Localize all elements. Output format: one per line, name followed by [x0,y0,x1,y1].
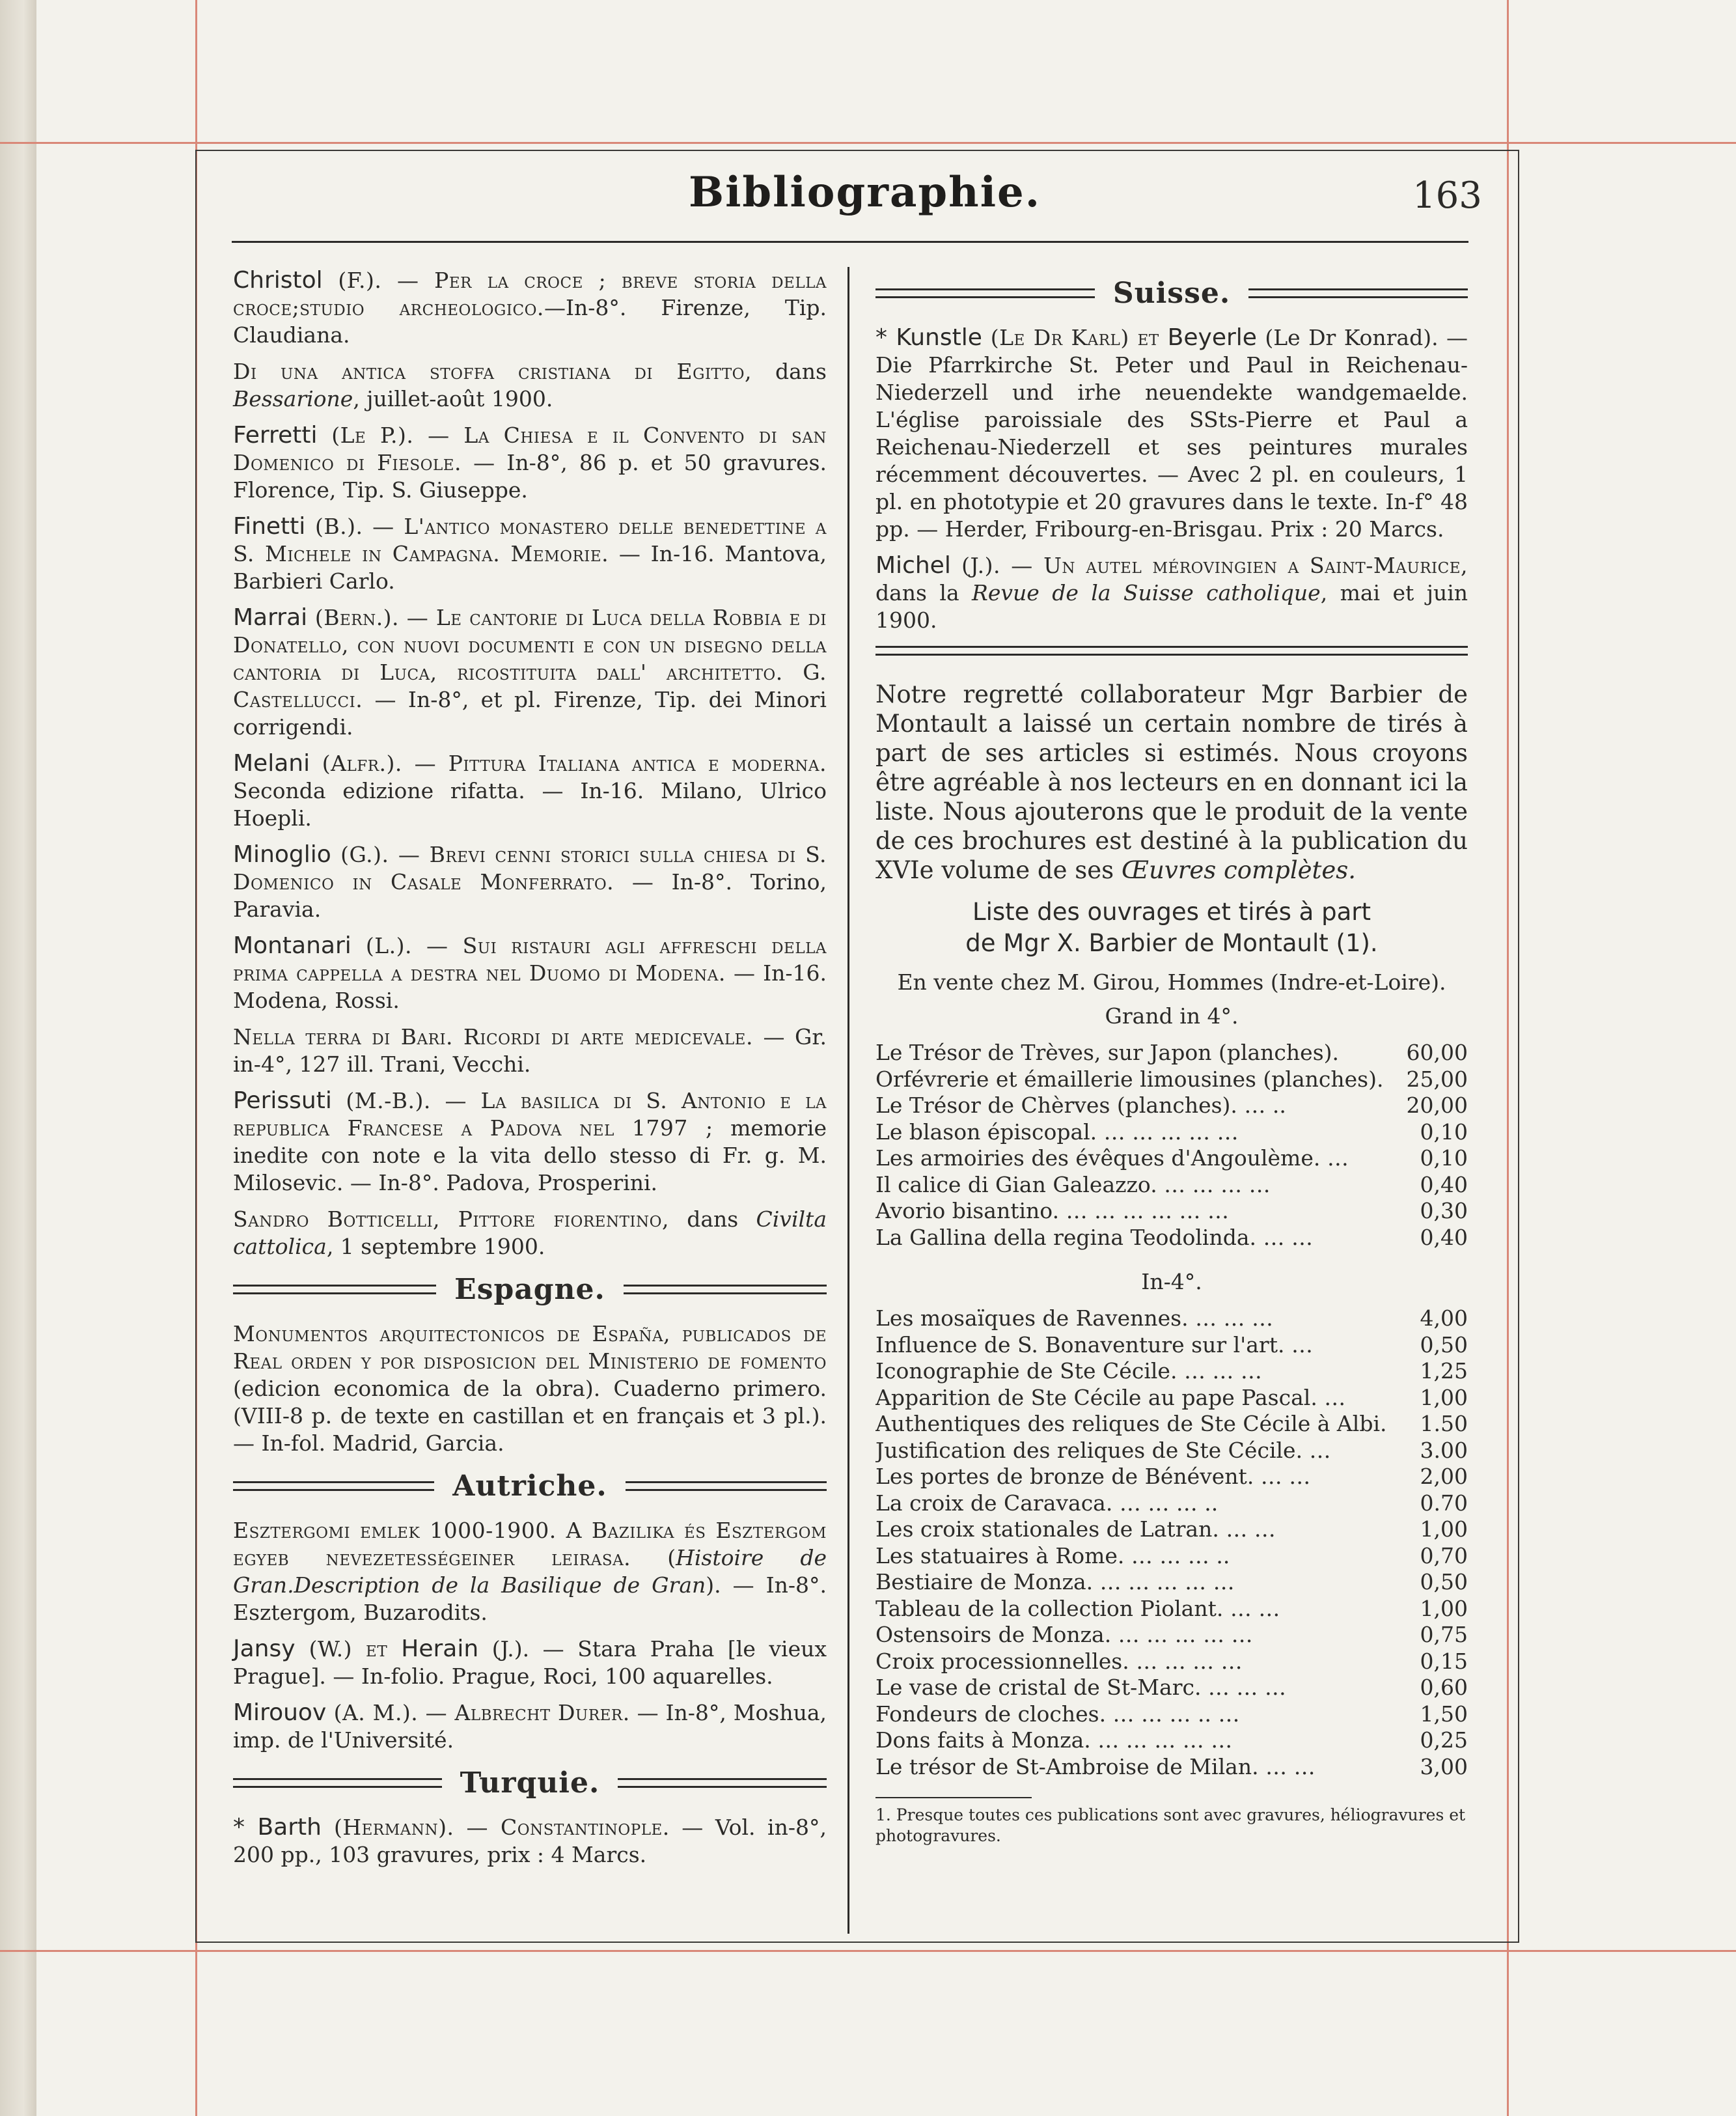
bibliography-entry [233,841,827,923]
publication-price: 60,00 [1406,1040,1468,1065]
entry-title: Di una antica stoffa cristiana di Egitto, [233,359,752,384]
left-column [233,267,827,1878]
entry-title: Esztergomi emlek 1000-1900. A Bazilika és Esztergom egyeb nevezetességeiner leirasa. [233,1518,827,1570]
publication-title: Fondeurs de cloches. … … … .. … [875,1701,1240,1727]
intro-paragraph: Notre regretté collaborateur Mgr Barbier de Montault a laissé un certain nombre de tirés à part de ses articles si estimés. Nous croyons être agréable à nos lecteurs en en donnant ici la liste. Nous ajouterons que le produit de la vente de ces brochures est destiné à la publication du XVIe volume de ses Œuvres complètes. [875,680,1468,884]
entry-details: — Gr. in-4°, 127 ill. Trani, Vecchi. [233,1024,827,1077]
entry-details: dans [668,1206,756,1232]
entry-title: (A. M.). — Albrecht Durer. [326,1700,630,1725]
bibliography-entry [233,422,827,504]
section-heading-suisse: Suisse. [875,273,1468,313]
entry-details: , 1 septembre 1900. [326,1234,545,1259]
publication-title: Ostensoirs de Monza. … … … … … [875,1622,1253,1647]
price-row [875,1490,1468,1517]
entry-title: (Le P.). — La Chiesa e il Convento di san Domenico di Fiesole. [233,423,827,475]
entry-author: Jansy [233,1636,296,1662]
entry-journal: Civilta cattolica [233,1206,827,1259]
right-column [875,267,1468,1846]
sale-line: En vente chez M. Girou, Hommes (Indre-et-Loire). [897,969,1446,995]
price-row [875,1119,1468,1146]
publication-price: 0,10 [1420,1119,1468,1145]
entry-details: memorie inedite con note e la vita dello stesso di Fr. g. M. Milosevic. — In-8°. Padova, Prosperini. [233,1115,827,1195]
price-row [875,1622,1468,1649]
publication-price: 0,40 [1420,1171,1468,1197]
entry-details: (edicion economica de la obra). Cuaderno primero. (VIII-8 p. de texte en castillan et en français et 3 pl.). — In-fol. Madrid, Garcia. [233,1376,827,1456]
price-row [875,1464,1468,1490]
entry-details: dans [752,359,827,384]
page-number: 163 [1412,174,1482,217]
bibliography-entry [233,1320,827,1457]
publication-price: 0,70 [1420,1542,1468,1568]
publication-title: La Gallina della regina Teodolinda. … … [875,1224,1313,1250]
bibliography-entry [233,1087,827,1197]
publication-price: 0,75 [1420,1622,1468,1647]
price-row [875,1198,1468,1225]
entry-title: (M.-B.). — La basilica di S. Antonio e la republica Francese a Padova nel 1797 ; [233,1088,827,1141]
price-row [875,1358,1468,1385]
price-row [875,1516,1468,1543]
entry-title: (Alfr.). — Pittura Italiana antica e moderna. [310,751,827,776]
publication-price: 1,00 [1420,1516,1468,1542]
entry-title: (Bern.). — Le cantorie di Luca della Robbia e di Donatello, con nuovi documenti e con un disegno della cantoria di Luca, ricostituita dall' architetto. G. Castellucci. [233,605,827,712]
price-row [875,1145,1468,1172]
publication-price: 0,25 [1420,1727,1468,1753]
price-row [875,1411,1468,1438]
entry-title: (Le Dr Karl) et [982,325,1168,350]
group-title-in-4: In-4°. [1141,1269,1202,1294]
publication-title: Les armoiries des évêques d'Angoulème. … [875,1145,1349,1171]
publication-title: La croix de Caravaca. … … … .. [875,1490,1219,1516]
price-row [875,1543,1468,1570]
bibliography-entry [233,513,827,595]
column-divider [847,267,849,1934]
entry-journal: Bessarione [233,386,353,411]
entry-author: Mirouov [233,1699,327,1726]
entry-details: — In-16. Mantova, Barbieri Carlo. [233,541,827,594]
entry-title: (L.). — Sui ristauri agli affreschi della prima cappella a destra nel Duomo di Modena. [233,933,827,986]
entry-author: * Kunstle [875,324,982,351]
publication-price: 4,00 [1420,1305,1468,1331]
entry-details: (Le Dr Konrad). — Die Pfarrkirche St. Peter und Paul in Reichenau-Niederzell und irhe neuendekte wandgemaelde. L'église paroissiale des SSts-Pierre et Paul a Reichenau-Niederzell et ses peintures murales récemment découvertes. — Avec 2 pl. en couleurs, 1 pl. en phototypie et 20 gravures dans le texte. In-f° 48 pp. — Herder, Fribourg-en-Brisgau. Prix : 20 Marcs. [875,325,1468,542]
section-heading-turquie: Turquie. [233,1763,827,1802]
price-row [875,1066,1468,1093]
publication-title: Dons faits à Monza. … … … … … [875,1727,1233,1753]
price-list-grand-in-4 [875,1040,1468,1251]
publication-price: 1.50 [1420,1411,1468,1436]
section-separator [875,646,1468,656]
autriche-entries [233,1517,827,1754]
running-head-title: Bibliographie. [689,168,1041,217]
entry-title: Sandro Botticelli, Pittore fiorentino, [233,1206,669,1232]
price-row [875,1701,1468,1728]
bibliography-entry [233,1699,827,1754]
book-spine-shadow [0,0,39,2116]
price-row [875,1172,1468,1199]
bibliography-entry [875,324,1468,543]
price-row [875,1727,1468,1754]
publication-title: Le blason épiscopal. … … … … … [875,1119,1239,1145]
publication-title: Tableau de la collection Piolant. … … [875,1595,1280,1621]
publication-price: 3,00 [1420,1753,1468,1779]
publication-price: 25,00 [1406,1066,1468,1092]
entry-author: Melani [233,750,310,777]
entry-title: (W.) et [295,1636,402,1662]
price-row [875,1093,1468,1119]
list-title: Liste des ouvrages et tirés à part de Mgr X. Barbier de Montault (1). [965,898,1378,957]
entry-details: — In-8°, 86 p. et 50 gravures. Florence, Tip. S. Giuseppe. [233,450,827,503]
publication-title: Les portes de bronze de Bénévent. … … [875,1464,1311,1489]
entry-details: — In-8°, Moshua, imp. de l'Université. [233,1700,827,1753]
publication-price: 1,50 [1420,1701,1468,1727]
entry-details: ( [631,1545,676,1570]
entry-details: (J.). — Stara Praha [le vieux Prague]. — In-folio. Prague, Roci, 100 aquarelles. [233,1636,827,1689]
price-row [875,1438,1468,1464]
publication-price: 1,25 [1420,1358,1468,1384]
publication-price: 0,15 [1420,1648,1468,1674]
entry-title: (F.). — Per la croce ; breve storia della croce;studio archeologico. [233,268,827,320]
section-heading-espagne: Espagne. [233,1270,827,1309]
group-title-grand-in-4: Grand in 4°. [1105,1003,1239,1029]
entry-author: Finetti [233,513,306,540]
publication-price: 0,10 [1420,1145,1468,1171]
italy-entries [233,267,827,1260]
entry-author: Michel [875,552,951,579]
publication-title: Justification des reliques de Ste Cécile. … [875,1437,1331,1463]
entry-details: dans la [875,580,972,606]
price-row [875,1305,1468,1332]
publication-title: Le trésor de St-Ambroise de Milan. … … [875,1753,1316,1779]
entry-title: Nella terra di Bari. Ricordi di arte medicevale. [233,1024,753,1050]
entry-details: — In-16. Modena, Rossi. [233,960,827,1013]
bibliography-entry [875,552,1468,634]
price-list-in-4 [875,1305,1468,1780]
bibliography-entry [233,604,827,741]
bibliography-entry [233,1517,827,1626]
publication-price: 1,00 [1420,1595,1468,1621]
publication-title: Iconographie de Ste Cécile. … … … [875,1358,1262,1384]
publication-price: 0,40 [1420,1224,1468,1250]
entry-author: Perissuti [233,1087,332,1114]
entry-author: Herain [401,1636,479,1662]
suisse-entries [875,324,1468,634]
price-row [875,1385,1468,1412]
price-row [875,1675,1468,1701]
publication-title: Les mosaïques de Ravennes. … … … [875,1305,1274,1331]
frame-rule-top [0,142,1736,144]
entry-details: , juillet-août 1900. [353,386,553,411]
entry-title: Monumentos arquitectonicos de España, publicados de Real orden y por disposicion del Ministerio de fomento [233,1321,827,1374]
entry-journal: Revue de la Suisse catholique [972,580,1321,606]
bibliography-entry [233,267,827,349]
entry-details: — In-8°, et pl. Firenze, Tip. dei Minori corrigendi. [233,687,827,740]
publication-title: Avorio bisantino. … … … … … … [875,1198,1230,1223]
bibliography-entry [233,1814,827,1869]
entry-details: —In-8°. Firenze, Tip. Claudiana. [233,295,827,348]
entry-details: ). — In-8°. Esztergom, Buzarodits. [233,1572,827,1625]
publication-title: Bestiaire de Monza. … … … … … [875,1569,1235,1594]
publication-title: Les statuaires à Rome. … … … .. [875,1542,1230,1568]
bibliography-entry [233,358,827,413]
publication-price: 1,00 [1420,1384,1468,1410]
entry-journal: Histoire de Gran.Description de la Basilique de Gran [233,1545,827,1598]
footnote: 1. Presque toutes ces publications sont avec gravures, héliogravures et photogravures. [875,1805,1466,1845]
frame-rule-bottom [0,1950,1736,1952]
price-row [875,1332,1468,1359]
entry-details: , mai et juin 1900. [875,580,1468,633]
bibliography-entry [233,1636,827,1690]
publication-title: Le vase de cristal de St-Marc. … … … [875,1675,1286,1700]
publication-price: 0,50 [1420,1569,1468,1594]
entry-author: Ferretti [233,422,318,449]
entry-title: (B.). — L'antico monastero delle benedettine a S. Michele in Campagna. Memorie. [233,514,827,566]
bibliography-entry [233,1206,827,1260]
entry-title: (J.). — Un autel mérovingien a Saint-Maurice, [950,553,1468,578]
entry-author: Montanari [233,932,351,959]
publication-title: Croix processionnelles. … … … … [875,1648,1243,1674]
publication-price: 0.70 [1420,1490,1468,1516]
publication-price: 2,00 [1420,1464,1468,1489]
turquie-entries [233,1814,827,1869]
publication-title: Le Trésor de Chèrves (planches). … .. [875,1093,1286,1118]
header-rule [232,241,1468,243]
publication-price: 3.00 [1420,1437,1468,1463]
publication-title: Le Trésor de Trèves, sur Japon (planches). [875,1040,1339,1065]
entry-details: — In-8°. Torino, Paravia. [233,869,827,922]
publication-price: 0,50 [1420,1331,1468,1357]
entry-details: Seconda edizione rifatta. — In-16. Milano, Ulrico Hoepli. [233,778,827,831]
bibliography-entry [233,932,827,1014]
price-row [875,1569,1468,1596]
bibliography-entry [233,1023,827,1078]
section-heading-autriche: Autriche. [233,1466,827,1505]
entry-author: Beyerle [1167,324,1257,351]
publication-price: 0,30 [1420,1198,1468,1223]
publication-title: Il calice di Gian Galeazzo. … … … … [875,1171,1271,1197]
price-row [875,1040,1468,1066]
publication-title: Orfévrerie et émaillerie limousines (planches). [875,1066,1384,1092]
espagne-entries [233,1320,827,1457]
entry-author: Christol [233,267,323,294]
footnote-rule [875,1797,1032,1798]
price-row [875,1225,1468,1251]
price-row [875,1649,1468,1675]
publication-price: 0,60 [1420,1675,1468,1700]
publication-title: Apparition de Ste Cécile au pape Pascal. … [875,1384,1346,1410]
entry-title: (Hermann). — Constantinople. [321,1815,670,1840]
publication-title: Authentiques des reliques de Ste Cécile à Albi. [875,1411,1387,1436]
publication-price: 20,00 [1406,1093,1468,1118]
entry-details: — Vol. in-8°, 200 pp., 103 gravures, prix : 4 Marcs. [233,1815,827,1867]
price-row [875,1754,1468,1781]
entry-author: * Barth [233,1814,322,1841]
price-row [875,1596,1468,1622]
entry-author: Marrai [233,604,308,631]
publication-title: Influence de S. Bonaventure sur l'art. … [875,1331,1313,1357]
publication-title: Les croix stationales de Latran. … … [875,1516,1276,1542]
entry-author: Minoglio [233,841,331,868]
bibliography-entry [233,750,827,832]
entry-title: (G.). — Brevi cenni storici sulla chiesa di S. Domenico in Casale Monferrato. [233,842,827,895]
